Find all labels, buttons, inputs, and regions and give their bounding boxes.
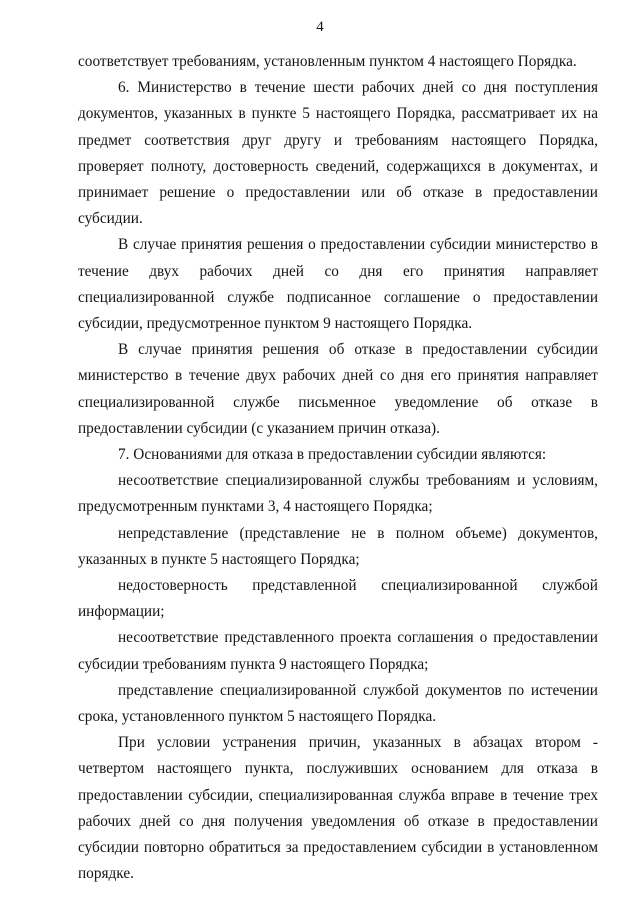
paragraph-item-6: 6. Министерство в течение шести рабочих дней со дня поступления документов, указанных в пункте 5 настоящего Порядка, рассматривает их на предмет соответствия друг другу и требованиям настоящего Порядка, проверяет полноту, достоверность сведений, содержащихся в документах, и принимает решение о предоставлении или об отказе в предоставлении субсидии.: [78, 79, 598, 228]
refusal-ground-3: недостоверность представленной специализированной службой информации;: [78, 577, 598, 621]
paragraph-item-7: 7. Основаниями для отказа в предоставлении субсидии являются:: [118, 446, 547, 464]
document-body: [78, 49, 598, 888]
refusal-ground-5: представление специализированной службой документов по истечении срока, установленного пунктом 5 настоящего Порядка.: [78, 681, 598, 726]
page-number: 4: [316, 19, 324, 35]
refusal-ground-2: непредставление (представление не в полном объеме) документов, указанных в пункте 5 настоящего Порядка;: [78, 524, 598, 568]
refusal-ground-1: несоответствие специализированной службы требованиям и условиям, предусмотренным пунктами 3, 4 настоящего Порядка;: [78, 472, 598, 516]
paragraph-continuation: соответствует требованиям, установленным пунктом 4 настоящего Порядка.: [78, 53, 577, 70]
paragraph-resubmission: При условии устранения причин, указанных в абзацах втором - четвертом настоящего пункта, послуживших основанием для отказа в предоставлении субсидии, специализированная служба вправе в течение трех рабочих дней со дня получения уведомления об отказе в предоставлении субсидии повторно обратиться за предоставлением субсидии в установленном порядке.: [78, 734, 598, 883]
paragraph-approval-case: В случае принятия решения о предоставлении субсидии министерство в течение двух рабочих дней со дня его принятия направляет специализированной службе подписанное соглашение о предоставлении субсидии, предусмотренное пунктом 9 настоящего Порядка.: [78, 236, 598, 333]
paragraph-refusal-case: В случае принятия решения об отказе в предоставлении субсидии министерство в течение двух рабочих дней со дня его принятия направляет специализированной службе письменное уведомление об отказе в предоставлении субсидии (с указанием причин отказа).: [78, 341, 598, 437]
refusal-ground-4: несоответствие представленного проекта соглашения о предоставлении субсидии требованиям пункта 9 настоящего Порядка;: [78, 629, 598, 673]
